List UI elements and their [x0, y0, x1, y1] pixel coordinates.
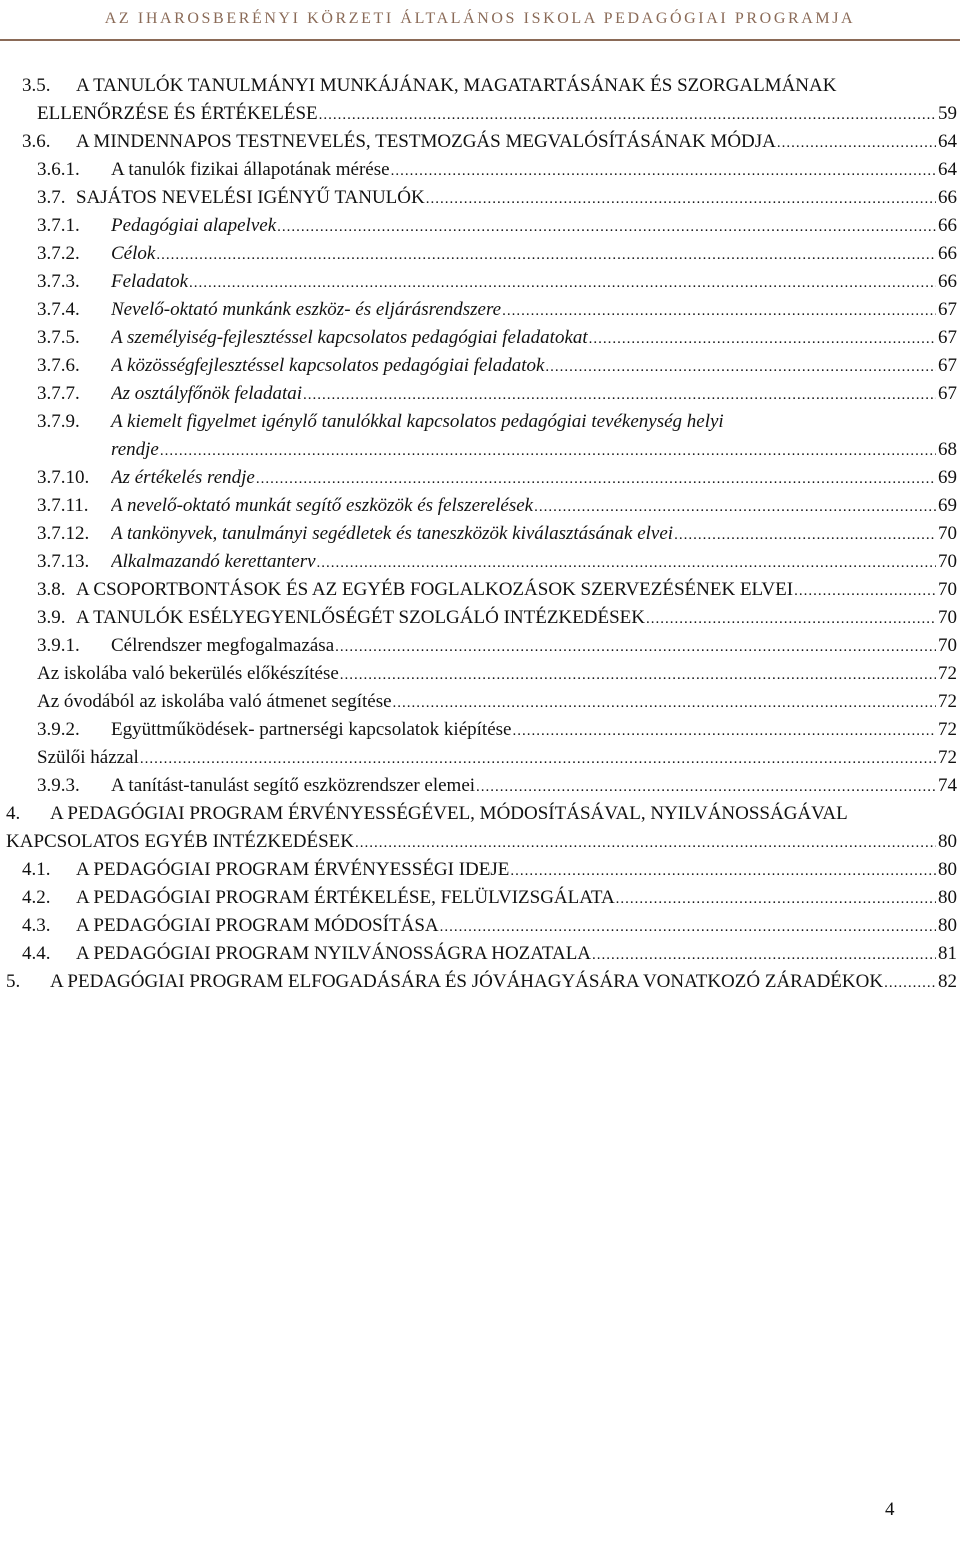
toc-number: 3.7.5. — [37, 327, 80, 348]
toc-title: A PEDAGÓGIAI PROGRAM NYILVÁNOSSÁGRA HOZATALA — [76, 943, 592, 964]
toc-leader — [502, 297, 936, 324]
toc-title: Együttműködések- partnerségi kapcsolatok kiépítése — [111, 719, 512, 740]
running-header — [0, 0, 960, 38]
toc-page: 68 — [938, 439, 957, 460]
toc-title: A PEDAGÓGIAI PROGRAM ELFOGADÁSÁRA ÉS JÓVÁHAGYÁSÁRA VONATKOZÓ ZÁRADÉKOK — [50, 971, 884, 992]
header-title: AZ IHAROSBERÉNYI KÖRZETI ÁLTALÁNOS ISKOLA PEDAGÓGIAI PROGRAMJA — [104, 10, 856, 27]
toc-number: 4.4. — [22, 943, 51, 964]
toc-title: Szülői házzal — [37, 747, 139, 768]
toc-leader — [277, 213, 936, 240]
toc-number: 3.6.1. — [37, 159, 80, 180]
toc-page: 59 — [938, 103, 957, 124]
toc-leader — [589, 325, 936, 352]
toc-page: 82 — [938, 971, 957, 992]
toc-page: 70 — [938, 635, 957, 656]
toc-number: 5. — [6, 971, 21, 992]
toc-title: A közösségfejlesztéssel kapcsolatos pedagógiai feladatok — [111, 355, 545, 376]
toc-page: 64 — [938, 131, 957, 152]
toc-page: 80 — [938, 915, 957, 936]
toc-page: 80 — [938, 859, 957, 880]
toc-title: A tankönyvek, tanulmányi segédletek és taneszközök kiválasztásának elvei — [111, 523, 674, 544]
toc-title: A PEDAGÓGIAI PROGRAM ÉRVÉNYESSÉGI IDEJE — [76, 859, 510, 880]
toc-leader — [391, 157, 936, 184]
toc-number: 3.5. — [22, 75, 51, 96]
toc-leader — [884, 969, 936, 996]
toc-title: A MINDENNAPOS TESTNEVELÉS, TESTMOZGÁS MEGVALÓSÍTÁSÁNAK MÓDJA — [76, 131, 776, 152]
toc-leader — [319, 101, 936, 128]
toc-number: 3.7.6. — [37, 355, 80, 376]
toc-number: 3.9.2. — [37, 719, 80, 740]
toc-leader — [256, 465, 936, 492]
toc-leader — [592, 941, 936, 968]
toc-page: 72 — [938, 747, 957, 768]
toc-page: 69 — [938, 495, 957, 516]
toc-title: A tanítást-tanulást segítő eszközrendszer elemei — [111, 775, 476, 796]
toc-number: 3.7.10. — [37, 467, 90, 488]
toc-number: 3.7.9. — [37, 411, 80, 432]
toc-title: A PEDAGÓGIAI PROGRAM ÉRVÉNYESSÉGÉVEL, MÓDOSÍTÁSÁVAL, NYILVÁNOSSÁGÁVAL — [50, 803, 848, 824]
toc-number: 3.7.11. — [37, 495, 89, 516]
toc-page: 67 — [938, 383, 957, 404]
toc-title: Pedagógiai alapelvek — [111, 215, 277, 236]
toc-number: 3.7.2. — [37, 243, 80, 264]
toc-leader — [303, 381, 936, 408]
toc-number: 3.9. — [37, 607, 66, 628]
toc-title: A kiemelt figyelmet igénylő tanulókkal kapcsolatos pedagógiai tevékenység helyi — [111, 411, 724, 432]
toc-number: 3.9.1. — [37, 635, 80, 656]
toc-leader — [616, 885, 936, 912]
toc-leader — [156, 241, 936, 268]
toc-title: A személyiség-fejlesztéssel kapcsolatos pedagógiai feladatokat — [111, 327, 588, 348]
toc-leader — [545, 353, 936, 380]
toc-title: A PEDAGÓGIAI PROGRAM MÓDOSÍTÁSA — [76, 915, 439, 936]
toc-title: A CSOPORTBONTÁSOK ÉS AZ EGYÉB FOGLALKOZÁSOK SZERVEZÉSÉNEK ELVEI — [76, 579, 794, 600]
toc-number: 3.7. — [37, 187, 66, 208]
toc-page: 67 — [938, 299, 957, 320]
toc-leader — [476, 773, 936, 800]
toc-page: 72 — [938, 663, 957, 684]
toc-leader — [140, 745, 936, 772]
toc-page: 70 — [938, 523, 957, 544]
toc-page: 67 — [938, 355, 957, 376]
toc-title: Célrendszer megfogalmazása — [111, 635, 335, 656]
toc-title: A TANULÓK ESÉLYEGYENLŐSÉGÉT SZOLGÁLÓ INTÉZKEDÉSEK — [76, 607, 645, 628]
toc-title: SAJÁTOS NEVELÉSI IGÉNYŰ TANULÓK — [76, 187, 425, 208]
toc-leader — [317, 549, 936, 576]
header-rule — [0, 39, 960, 41]
toc-page: 70 — [938, 579, 957, 600]
toc-number: 4.3. — [22, 915, 51, 936]
toc-page: 66 — [938, 243, 957, 264]
toc-page: 66 — [938, 215, 957, 236]
toc-page: 74 — [938, 775, 957, 796]
toc-page: 66 — [938, 271, 957, 292]
toc-leader — [674, 521, 936, 548]
toc-title: A nevelő-oktató munkát segítő eszközök és felszerelések — [111, 495, 534, 516]
toc-title-cont: KAPCSOLATOS EGYÉB INTÉZKEDÉSEK — [6, 831, 354, 852]
toc-number: 4. — [6, 803, 21, 824]
toc-page: 70 — [938, 551, 957, 572]
toc-number: 3.8. — [37, 579, 66, 600]
toc-title: Célok — [111, 243, 156, 264]
toc-page: 70 — [938, 607, 957, 628]
toc-number: 3.7.13. — [37, 551, 90, 572]
toc-number: 3.7.12. — [37, 523, 90, 544]
toc-page: 80 — [938, 831, 957, 852]
toc-leader — [426, 185, 936, 212]
toc-leader — [510, 857, 936, 884]
toc-page: 72 — [938, 691, 957, 712]
toc-title-cont: rendje — [111, 439, 159, 460]
toc-leader — [534, 493, 936, 520]
toc-page: 67 — [938, 327, 957, 348]
toc-number: 4.1. — [22, 859, 51, 880]
toc-title: Feladatok — [111, 271, 189, 292]
toc-number: 3.7.7. — [37, 383, 80, 404]
toc-leader — [340, 661, 936, 688]
toc-leader — [355, 829, 936, 856]
toc-title: Nevelő-oktató munkánk eszköz- és eljárásrendszere — [111, 299, 502, 320]
toc-leader — [160, 437, 936, 464]
toc-title: Az iskolába való bekerülés előkészítése — [37, 663, 339, 684]
toc-title: Az osztályfőnök feladatai — [111, 383, 303, 404]
toc-leader — [189, 269, 936, 296]
toc-title: Az óvodából az iskolába való átmenet segítése — [37, 691, 392, 712]
toc-leader — [335, 633, 936, 660]
toc-number: 3.9.3. — [37, 775, 80, 796]
toc-number: 3.7.4. — [37, 299, 80, 320]
toc-title: Alkalmazandó kerettanterv — [111, 551, 316, 572]
toc-title: Az értékelés rendje — [111, 467, 255, 488]
toc-page: 66 — [938, 187, 957, 208]
toc-leader — [393, 689, 936, 716]
toc-page: 64 — [938, 159, 957, 180]
toc-title-cont: ELLENŐRZÉSE ÉS ÉRTÉKELÉSE — [37, 103, 318, 124]
toc-number: 3.6. — [22, 131, 51, 152]
toc-leader — [646, 605, 936, 632]
toc-number: 3.7.1. — [37, 215, 80, 236]
toc-number: 4.2. — [22, 887, 51, 908]
toc-leader — [777, 129, 936, 156]
toc-leader — [512, 717, 936, 744]
toc-leader — [794, 577, 936, 604]
toc-leader — [440, 913, 936, 940]
toc-title: A PEDAGÓGIAI PROGRAM ÉRTÉKELÉSE, FELÜLVIZSGÁLATA — [76, 887, 615, 908]
toc-page: 72 — [938, 719, 957, 740]
toc-page: 81 — [938, 943, 957, 964]
toc-title: A TANULÓK TANULMÁNYI MUNKÁJÁNAK, MAGATARTÁSÁNAK ÉS SZORGALMÁNAK — [76, 75, 837, 96]
page-number: 4 — [885, 1499, 895, 1520]
toc-title: A tanulók fizikai állapotának mérése — [111, 159, 390, 180]
toc-page: 69 — [938, 467, 957, 488]
toc-number: 3.7.3. — [37, 271, 80, 292]
toc-page: 80 — [938, 887, 957, 908]
